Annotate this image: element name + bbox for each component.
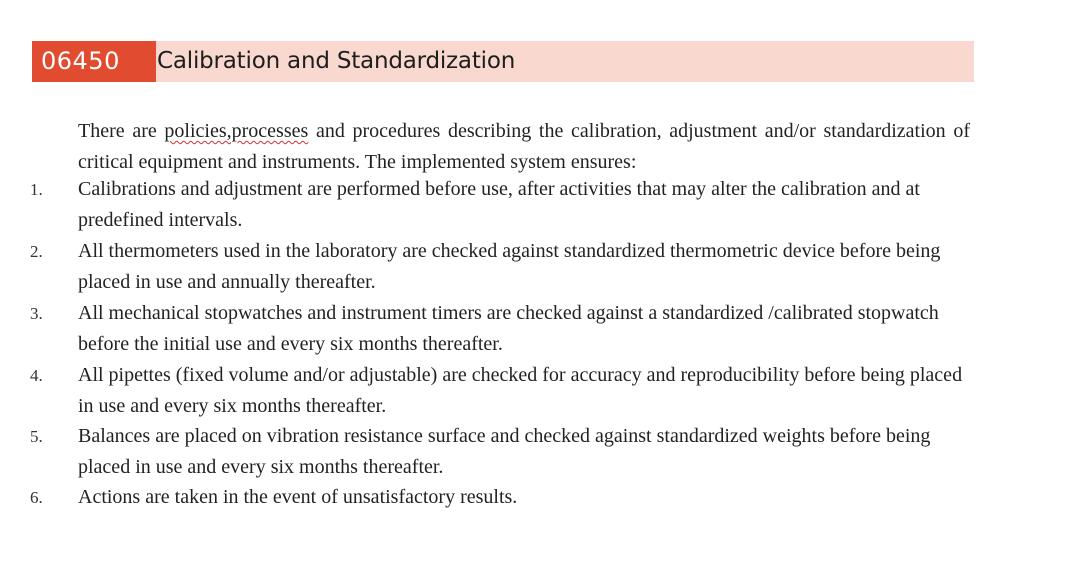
list-item-number: 1. <box>30 180 43 199</box>
intro-paragraph <box>78 116 970 178</box>
list-item-text: All thermometers used in the laboratory are checked against standardized thermometric device before being placed in use and annually thereafter. <box>78 240 941 293</box>
list-item-text: Actions are taken in the event of unsatisfactory results. <box>78 486 518 508</box>
list-item-text: All pipettes (fixed volume and/or adjustable) are checked for accuracy and reproducibility before being placed in use and every six months thereafter. <box>78 364 963 417</box>
list-item-text: Calibrations and adjustment are performed before use, after activities that may alter the calibration and at predefined intervals. <box>78 178 920 231</box>
intro-text-rest: and procedures describing the calibration, adjustment and/or standardization of critical equipment and instruments. The implemented system ensures: <box>78 120 970 173</box>
section-header <box>32 41 974 82</box>
list-item-number: 3. <box>30 304 43 323</box>
list-item-number: 4. <box>30 366 43 385</box>
intro-text-start: There are <box>78 120 165 142</box>
list-item-text: All mechanical stopwatches and instrument timers are checked against a standardized /calibrated stopwatch before the initial use and every six months thereafter. <box>78 302 939 355</box>
list-item-text: Balances are placed on vibration resistance surface and checked against standardized weights before being placed in use and every six months thereafter. <box>78 425 931 478</box>
list-item-number: 6. <box>30 488 43 507</box>
intro-policies-term: policies,processes <box>164 120 309 142</box>
section-code: 06450 <box>32 41 156 82</box>
section-title: Calibration and Standardization <box>157 48 516 74</box>
list-item-number: 5. <box>30 427 43 446</box>
list-item-number: 2. <box>30 242 43 261</box>
